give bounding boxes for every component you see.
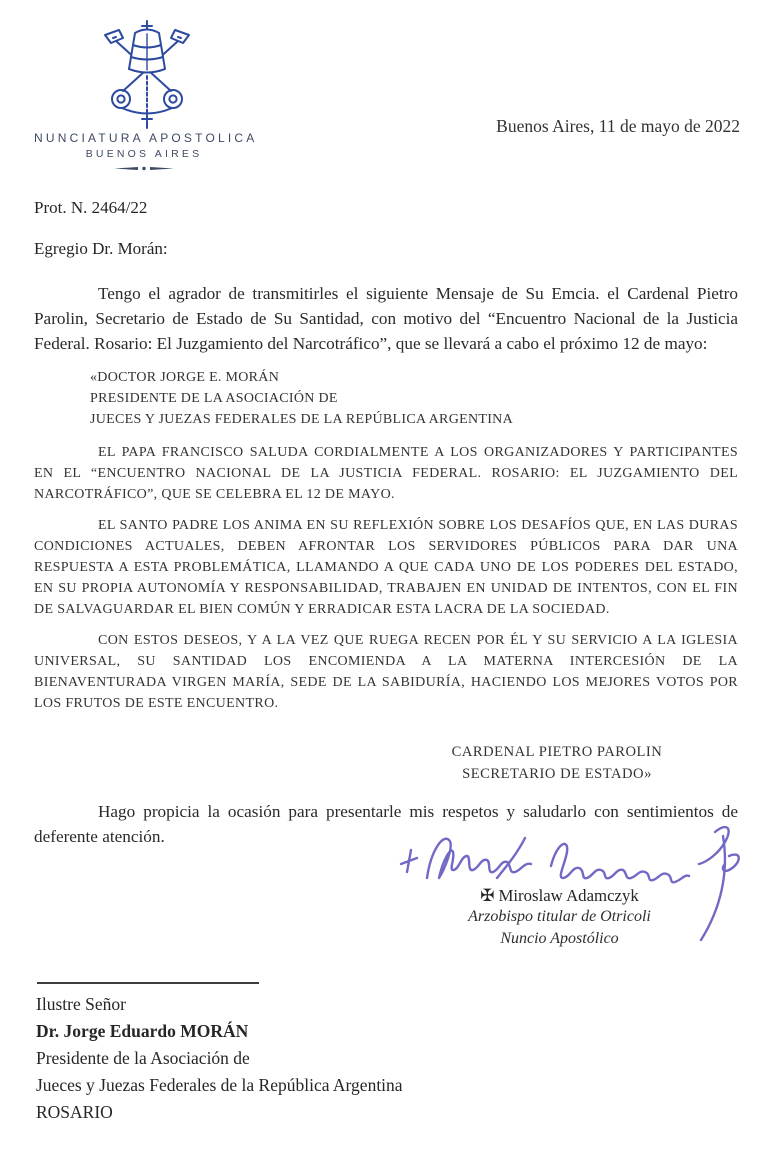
- letter-body: [34, 281, 738, 714]
- closing-paragraph: Hago propicia la ocasión para presentarle mis respetos y saludarlo con sentimientos de deferente atención.: [34, 802, 738, 846]
- address-line: PRESIDENTE DE LA ASOCIACIÓN DE: [90, 391, 338, 406]
- date-line: Buenos Aires, 11 de mayo de 2022: [496, 116, 740, 136]
- quoted-message-signoff: [412, 741, 702, 785]
- recipient-line: Jueces y Juezas Federales de la República Argentina: [36, 1075, 403, 1095]
- recipient-line: Presidente de la Asociación de: [36, 1048, 250, 1068]
- recipient-block: [36, 991, 403, 1126]
- message-paragraph-1: EL PAPA FRANCISCO SALUDA CORDIALMENTE A LOS ORGANIZADORES Y PARTICIPANTES EN EL “ENCUENTRO NACIONAL DE LA JUSTICIA FEDERAL. ROSARIO: EL JUZGAMIENTO DEL NARCOTRÁFICO”, QUE SE CELEBRA EL 12 DE MAYO.: [34, 445, 738, 502]
- address-line: «DOCTOR JORGE E. MORÁN: [90, 370, 280, 385]
- signature-block: [402, 885, 717, 949]
- protocol-number: Prot. N. 2464/22: [34, 198, 148, 217]
- footer-divider: [37, 982, 259, 984]
- signoff-line: CARDENAL PIETRO PAROLIN: [451, 744, 663, 760]
- quoted-message-address: [90, 367, 738, 430]
- salutation: Egregio Dr. Morán:: [34, 239, 168, 258]
- letterhead: [34, 131, 258, 178]
- signer-title-2: Nuncio Apostólico: [500, 929, 619, 947]
- vatican-coat-of-arms-icon: [90, 18, 204, 136]
- closing-block: [34, 799, 738, 849]
- signer-title-1: Arzobispo titular de Otricoli: [468, 908, 651, 925]
- address-line: JUECES Y JUEZAS FEDERALES DE LA REPÚBLICA ARGENTINA: [90, 412, 514, 427]
- letterhead-org-name: NUNCIATURA APOSTOLICA: [34, 131, 258, 145]
- message-paragraph-3: CON ESTOS DESEOS, Y A LA VEZ QUE RUEGA RECEN POR ÉL Y SU SERVICIO A LA IGLESIA UNIVERSAL, SU SANTIDAD LOS ENCOMIENDA A LA MATERNA INTERCESIÓN DE LA BIENAVENTURADA VIRGEN MARÍA, SEDE DE LA SABIDURÍA, HACIENDO LOS MEJORES VOTOS POR LOS FRUTOS DE ESTE ENCUENTRO.: [34, 633, 738, 711]
- signer-name: ✠ Miroslaw Adamczyk: [480, 886, 639, 905]
- recipient-line: Ilustre Señor: [36, 994, 126, 1014]
- intro-paragraph: Tengo el agrador de transmitirles el siguiente Mensaje de Su Emcia. el Cardenal Pietro Parolin, Secretario de Estado de Su Santidad, con motivo del “Encuentro Nacional de la Justicia Federal. Rosario: El Juzgamiento del Narcotráfico”, que se llevará a cabo el próximo 12 de mayo:: [34, 284, 738, 353]
- recipient-name: Dr. Jorge Eduardo MORÁN: [36, 1021, 249, 1041]
- letterhead-city: BUENOS AIRES: [85, 148, 203, 160]
- message-paragraph-2: EL SANTO PADRE LOS ANIMA EN SU REFLEXIÓN SOBRE LOS DESAFÍOS QUE, EN LAS DURAS CONDICIONES ACTUALES, DEBEN AFRONTAR LOS SERVIDORES PÚBLICOS PARA DAR UNA RESPUESTA A ESTA PROBLEMÁTICA, LLAMANDO A QUE CADA UNO DE LOS PODERES DEL ESTADO, EN SU PROPIA AUTONOMÍA Y RESPONSABILIDAD, TRABAJEN EN UNIDAD DE INTENTOS, CON EL FIN DE SALVAGUARDAR EL BIEN COMÚN Y ERRADICAR ESTA LACRA DE LA SOCIEDAD.: [34, 518, 738, 617]
- signoff-line: SECRETARIO DE ESTADO»: [462, 766, 652, 782]
- recipient-city: ROSARIO: [36, 1102, 113, 1122]
- letterhead-flourish-icon: [114, 164, 174, 173]
